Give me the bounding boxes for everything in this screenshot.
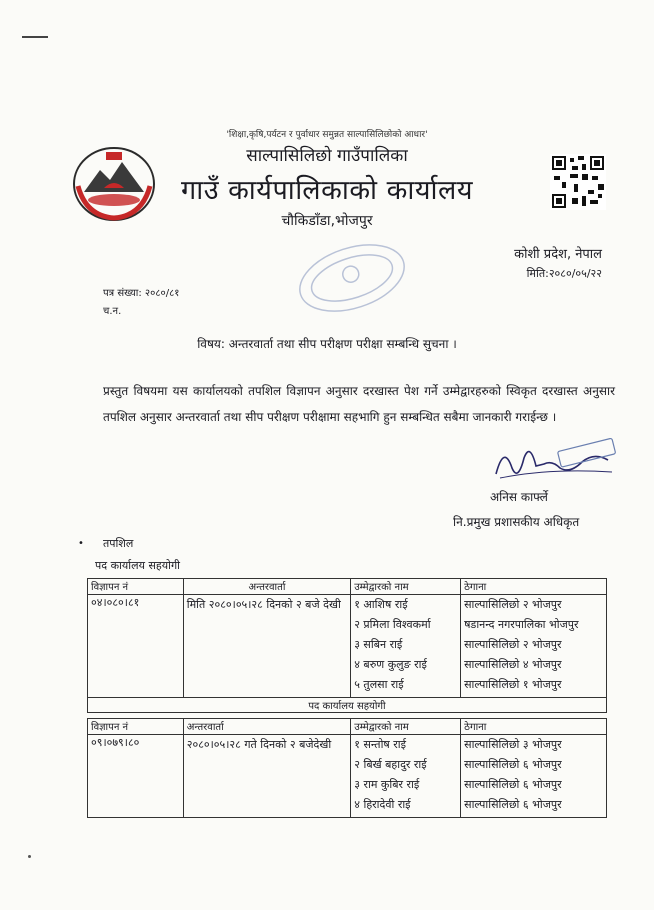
post-title: पद कार्यालय सहयोगी bbox=[95, 559, 180, 572]
addresses-cell bbox=[461, 735, 607, 818]
province-label: कोशी प्रदेश, नेपाल bbox=[514, 247, 602, 262]
names-cell bbox=[351, 595, 461, 698]
office-title: गाउँ कार्यपालिकाको कार्यालय bbox=[181, 175, 473, 206]
candidate-name: २ बिर्ख बहादुर राई bbox=[354, 758, 427, 771]
candidate-name: ४ बरुण कुलुङ राई bbox=[354, 658, 427, 671]
bullet-mark: • bbox=[78, 538, 84, 549]
candidate-name: ३ राम कुबिर राई bbox=[354, 778, 420, 791]
scan-speck bbox=[28, 855, 31, 858]
table-subtitle-row bbox=[88, 698, 607, 713]
signatory-title: नि.प्रमुख प्रशासकीय अधिकृत bbox=[453, 515, 580, 529]
candidate-address: साल्पासिलिछो २ भोजपुर bbox=[464, 598, 562, 611]
interview-cell: २०८०।०५।२८ गते दिनको २ बजेदेखी bbox=[183, 735, 351, 818]
candidate-address: साल्पासिलिछो २ भोजपुर bbox=[464, 638, 562, 651]
candidate-table-2 bbox=[87, 718, 607, 818]
candidate-address: साल्पासिलिछो ३ भोजपुर bbox=[464, 738, 562, 751]
office-stamp-icon bbox=[292, 238, 412, 318]
header-ad-no: विज्ञापन नं bbox=[88, 579, 184, 595]
header-interview: अन्तरवार्ता bbox=[183, 719, 351, 735]
candidate-name: १ आशिष राई bbox=[354, 598, 408, 611]
addresses-cell bbox=[461, 595, 607, 698]
candidate-name: १ सन्तोष राई bbox=[354, 738, 407, 751]
dispatch-number: च.न. bbox=[103, 306, 122, 317]
candidate-name: २ प्रमिला विश्वकर्मा bbox=[354, 618, 431, 631]
header-ad-no: विज्ञापन नं bbox=[88, 719, 184, 735]
corner-mark bbox=[22, 36, 48, 38]
candidate-name: ५ तुलसा राई bbox=[354, 678, 404, 691]
candidate-address: साल्पासिलिछो ६ भोजपुर bbox=[464, 758, 562, 771]
post-subtitle: पद कार्यालय सहयोगी bbox=[88, 698, 607, 713]
candidate-address: साल्पासिलिछो ४ भोजपुर bbox=[464, 658, 562, 671]
candidate-name: ३ सबिन राई bbox=[354, 638, 403, 651]
notice-body: प्रस्तुत विषयमा यस कार्यालयको तपशिल विज्ञापन अनुसार दरखास्त पेश गर्ने उम्मेद्वारहरुको स्विकृत दरखास्त अनुसार तपशिल अनुसार अन्तरवार्ता तथा सीप परीक्षण परीक्षामा सहभागि हुन सम्बन्धित सबैमा जानकारी गराईन्छ । bbox=[103, 384, 615, 424]
candidate-address: षडानन्द नगरपालिका भोजपुर bbox=[464, 618, 579, 631]
office-address: चौकिडाँडा,भोजपुर bbox=[281, 213, 373, 229]
header-candidate-name: उम्मेद्वारको नाम bbox=[351, 719, 461, 735]
table-row bbox=[88, 595, 607, 698]
candidate-address: साल्पासिलिछो ६ भोजपुर bbox=[464, 778, 562, 791]
signatory-name: अनिस कार्फ्ले bbox=[490, 490, 548, 504]
names-cell bbox=[351, 735, 461, 818]
ad-number-cell: ०९।०७९।८० bbox=[88, 735, 184, 818]
header-address: ठेगाना bbox=[461, 719, 607, 735]
candidate-name: ४ हिरादेवी राई bbox=[354, 798, 411, 811]
letter-number: पत्र संख्या: २०८०/८१ bbox=[103, 288, 180, 299]
details-heading: तपशिल bbox=[103, 537, 134, 550]
header-interview: अन्तरवार्ता bbox=[183, 579, 350, 595]
candidate-address: साल्पासिलिछो ६ भोजपुर bbox=[464, 798, 562, 811]
subject-line: विषय: अन्तरवार्ता तथा सीप परीक्षण परीक्षा सम्बन्धि सुचना । bbox=[197, 337, 457, 351]
qr-code-icon bbox=[550, 154, 606, 210]
signature-icon bbox=[490, 438, 620, 488]
table-header-row bbox=[88, 579, 607, 595]
tagline: 'शिक्षा,कृषि,पर्यटन र पुर्वाधार समुन्नत साल्पासिलिछोको आधार' bbox=[226, 130, 428, 140]
header-address: ठेगाना bbox=[461, 579, 607, 595]
candidate-address: साल्पासिलिछो १ भोजपुर bbox=[464, 678, 562, 691]
table-row bbox=[88, 735, 607, 818]
interview-cell: मिति २०८०।०५।२८ दिनको २ बजे देखी bbox=[183, 595, 350, 698]
header-candidate-name: उम्मेद्वारको नाम bbox=[351, 579, 461, 595]
table-header-row bbox=[88, 719, 607, 735]
candidate-table-1 bbox=[87, 578, 607, 713]
ad-number-cell: ०४।०८०।८१ bbox=[88, 595, 184, 698]
municipality-name: साल्पासिलिछो गाउँपालिका bbox=[246, 146, 408, 166]
letter-date: मिति:२०८०/०५/२२ bbox=[526, 267, 602, 280]
